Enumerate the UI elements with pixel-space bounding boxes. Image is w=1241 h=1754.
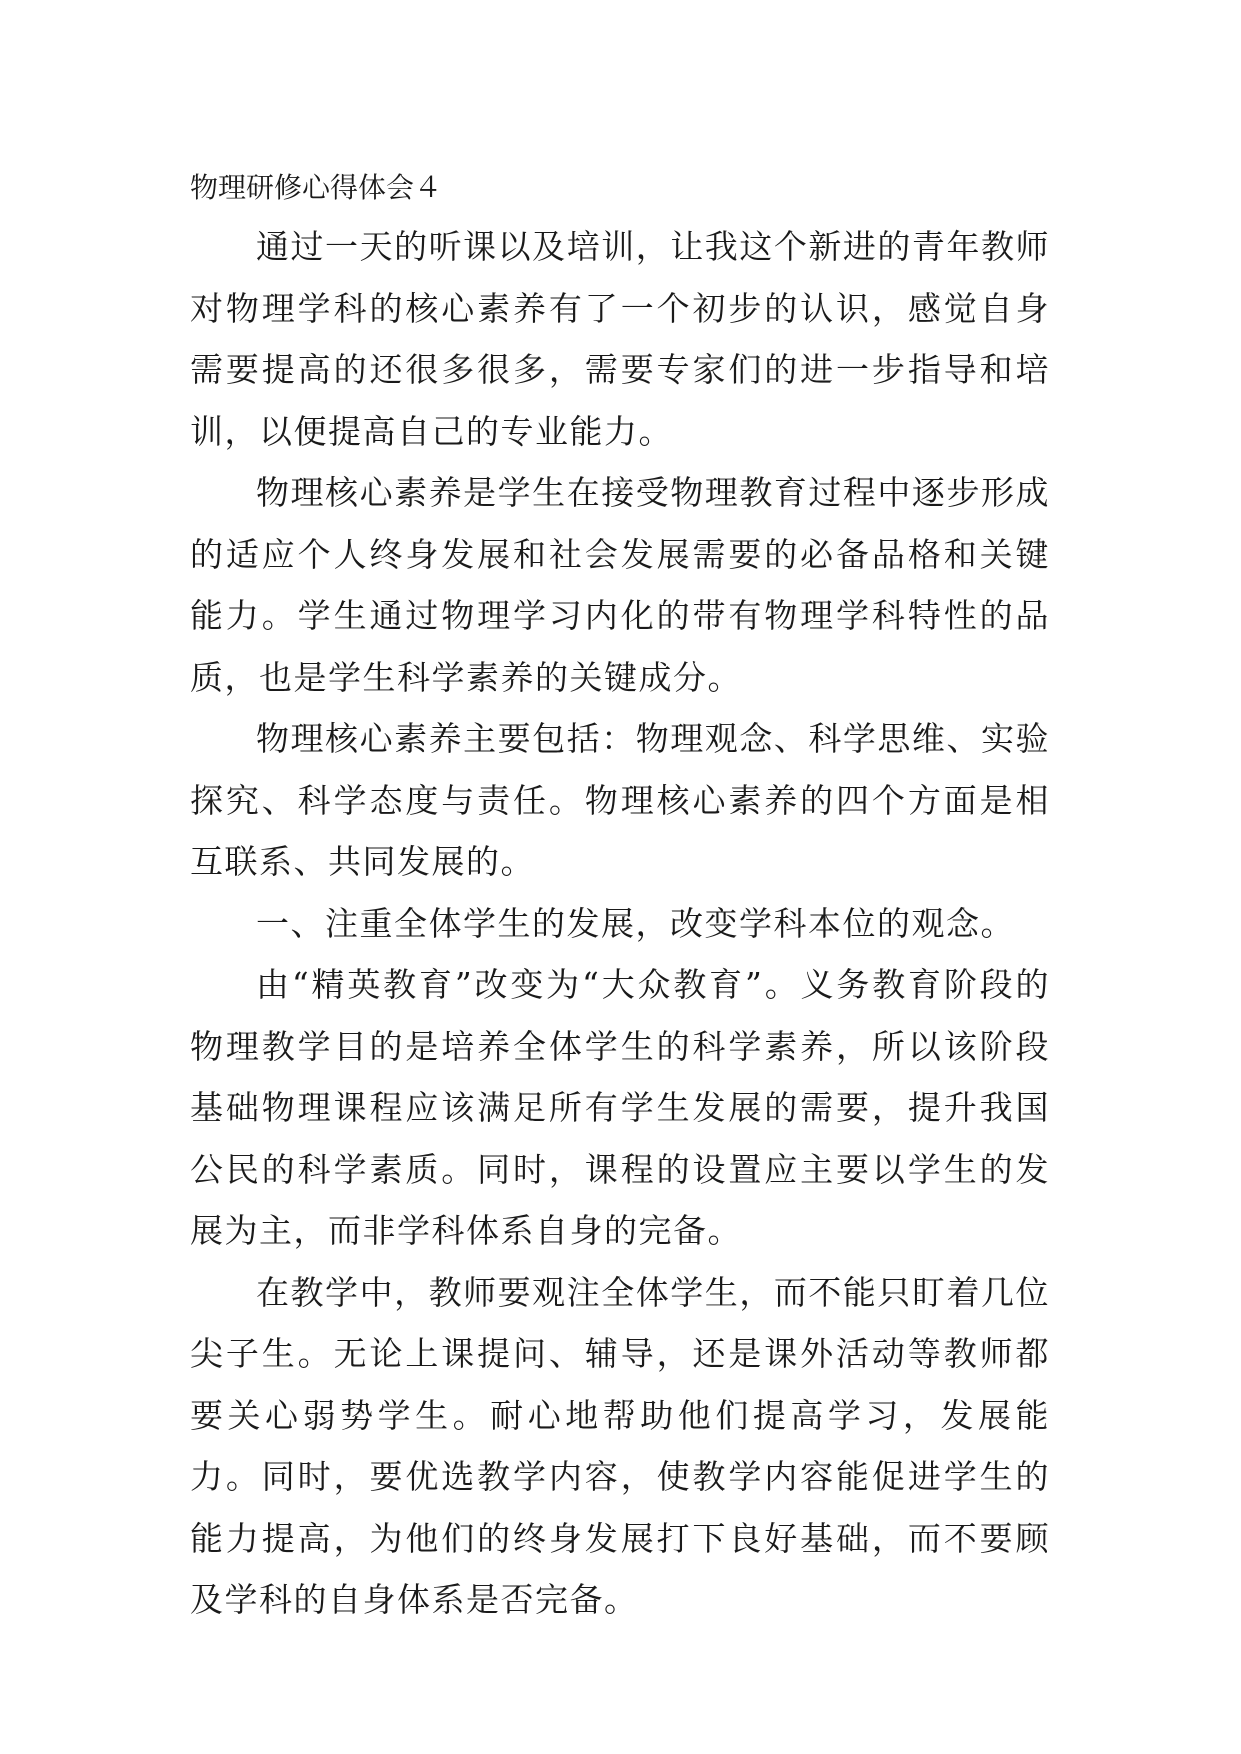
document-title: 物理研修心得体会４ <box>190 171 443 204</box>
paragraph-teaching-practice: 在教学中，教师要观注全体学生，而不能只盯着几位尖子生。无论上课提问、辅导，还是课外活动等教师都要关心弱势学生。耐心地帮助他们提高学习，发展能力。同时，要优选教学内容，使教学内容能促进学生的能力提高，为他们的终身发展打下良好基础，而不要顾及学科的自身体系是否完备。 <box>190 1272 1050 1619</box>
paragraph-core-literacy-definition: 物理核心素养是学生在接受物理教育过程中逐步形成的适应个人终身发展和社会发展需要的必备品格和关键能力。学生通过物理学习内化的带有物理学科特性的品质，也是学生科学素养的关键成分。 <box>190 473 1050 697</box>
section-heading-one: 一、注重全体学生的发展，改变学科本位的观念。 <box>256 903 1015 943</box>
paragraph-core-literacy-components: 物理核心素养主要包括：物理观念、科学思维、实验探究、科学态度与责任。物理核心素养的四个方面是相互联系、共同发展的。 <box>190 719 1050 881</box>
document-body <box>190 160 1050 1631</box>
paragraph-intro: 通过一天的听课以及培训，让我这个新进的青年教师对物理学科的核心素养有了一个初步的认识，感觉自身需要提高的还很多很多，需要专家们的进一步指导和培训，以便提高自己的专业能力。 <box>190 227 1050 451</box>
paragraph-mass-education: 由“精英教育”改变为“大众教育”。义务教育阶段的物理教学目的是培养全体学生的科学素养，所以该阶段基础物理课程应该满足所有学生发展的需要，提升我国公民的科学素质。同时，课程的设置应主要以学生的发展为主，而非学科体系自身的完备。 <box>190 965 1050 1250</box>
